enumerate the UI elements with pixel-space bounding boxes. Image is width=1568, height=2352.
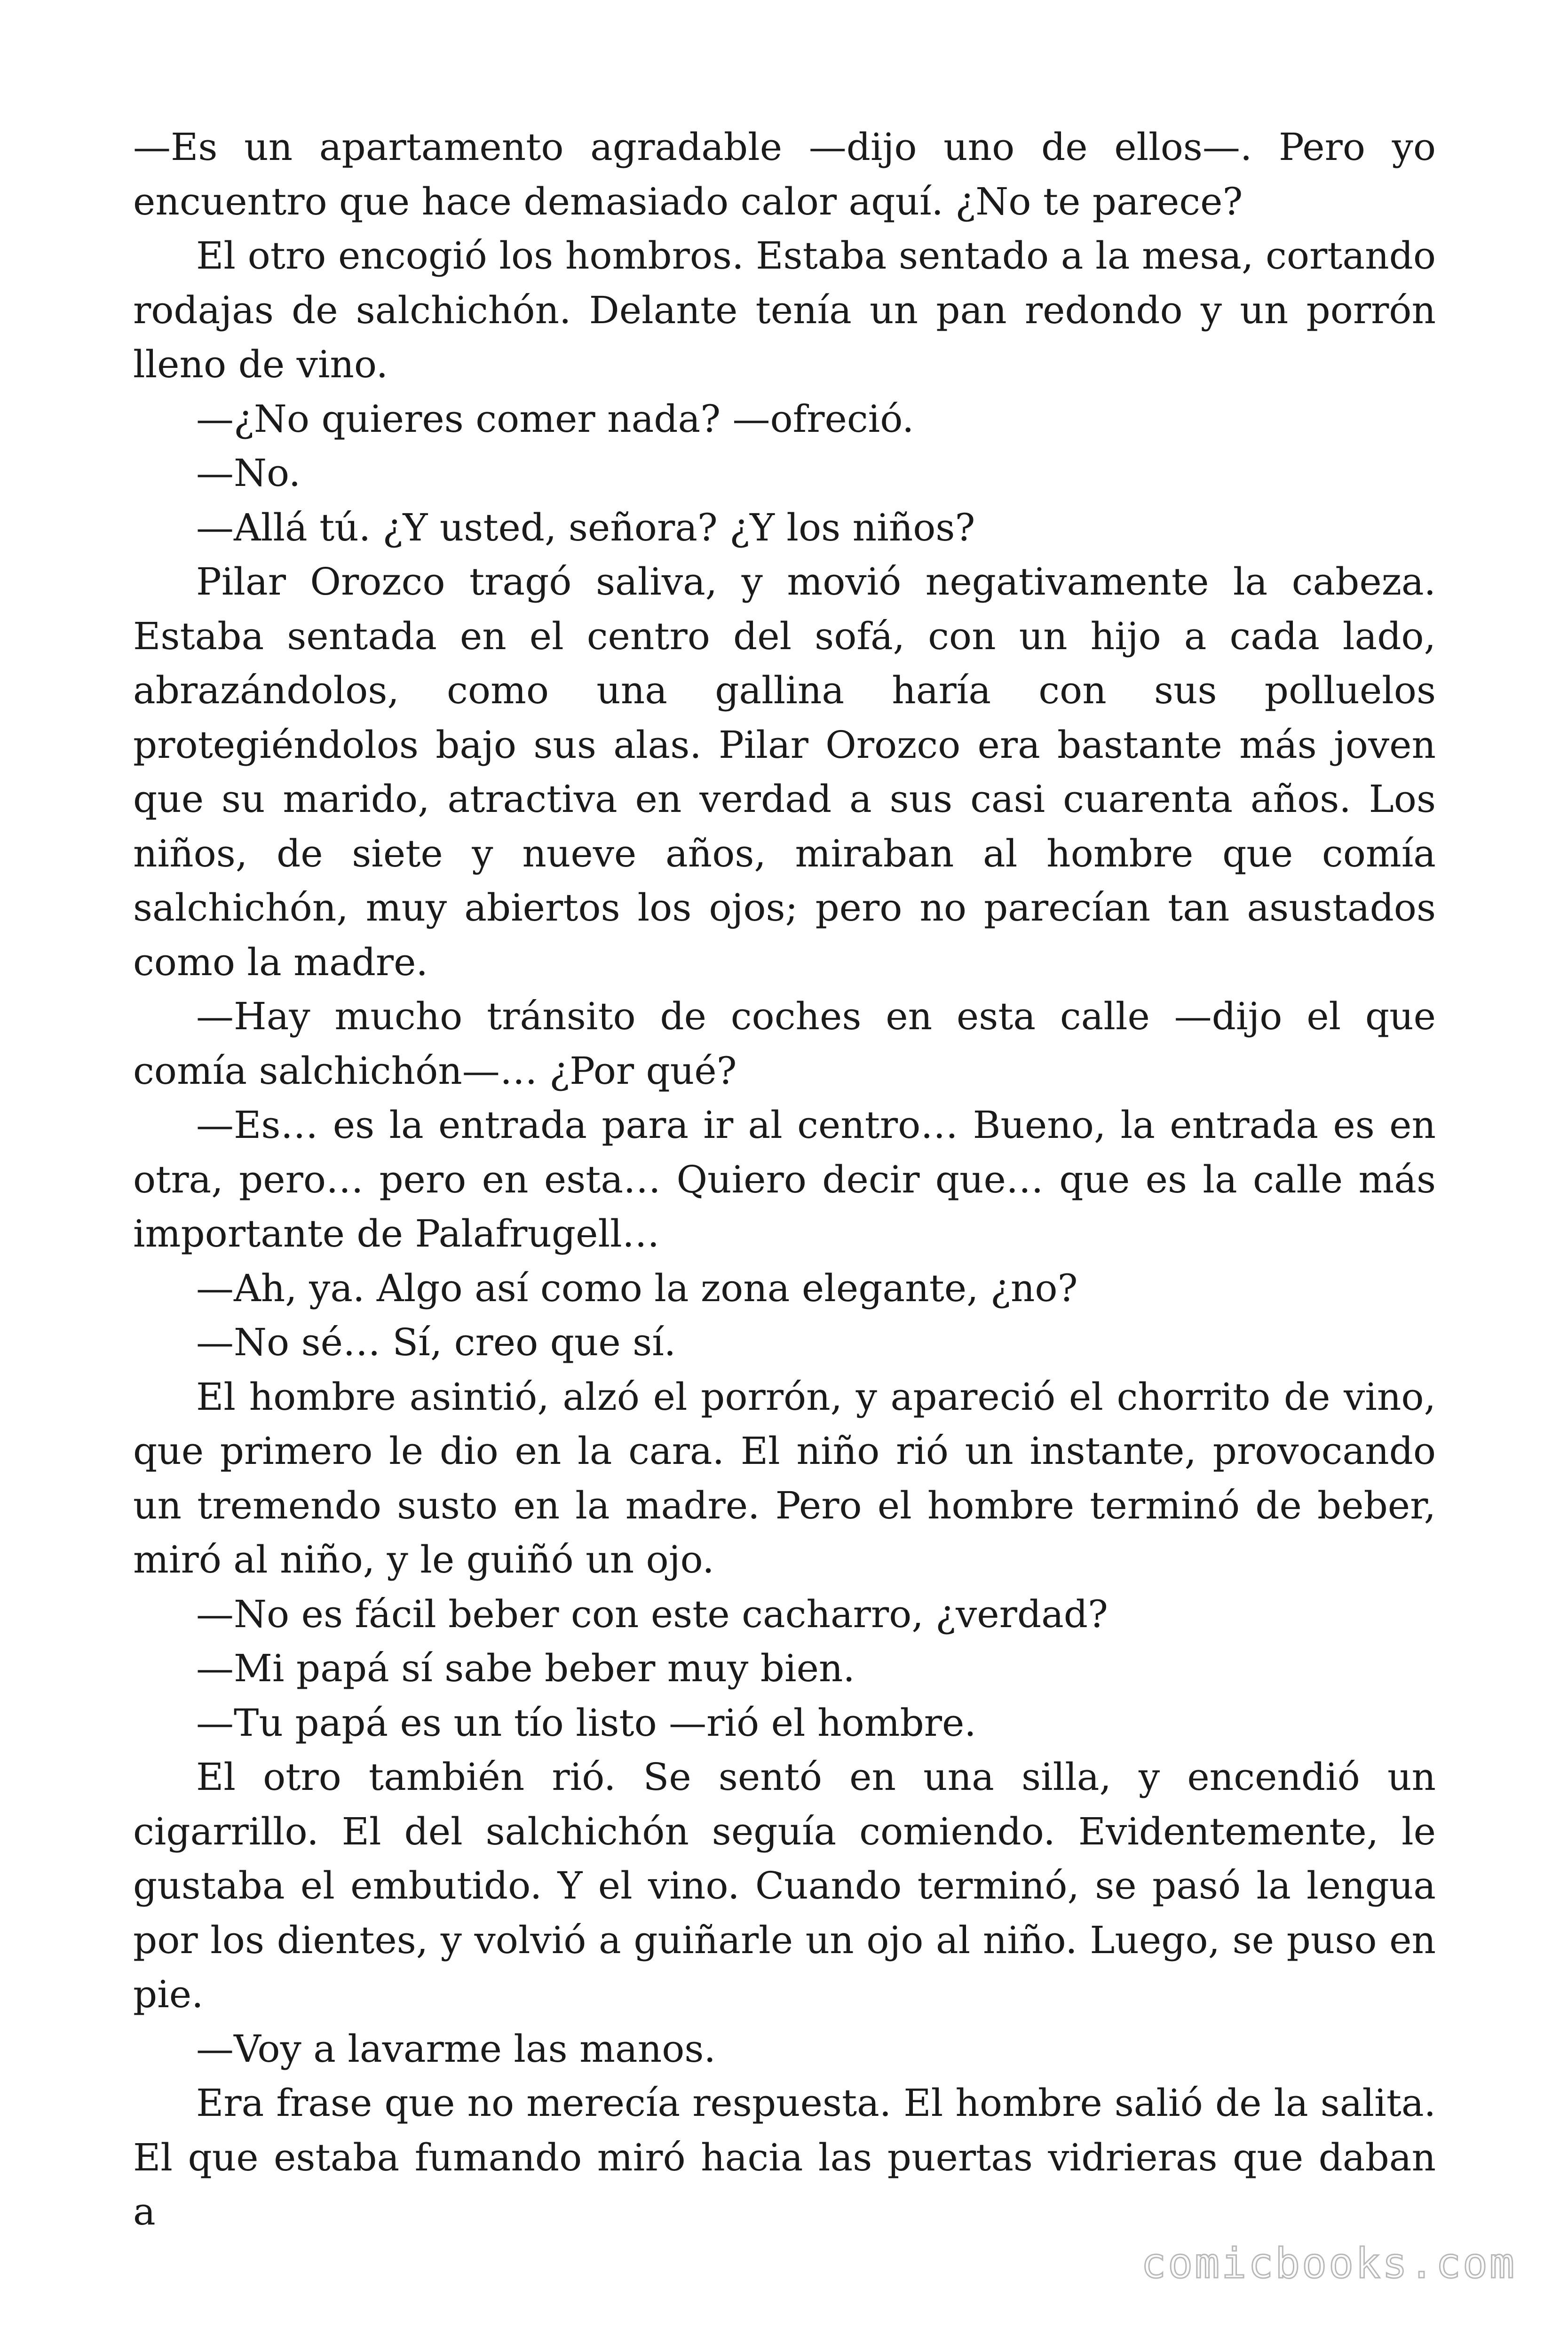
paragraph: —Es… es la entrada para ir al centro… Bueno, la entrada es en otra, pero… pero en esta… Quiero decir que… que es la calle más importante de Palafrugell… [133, 1103, 1436, 1255]
paragraph: —Hay mucho tránsito de coches en esta calle —dijo el que comía salchichón—… ¿Por qué? [133, 994, 1436, 1093]
paragraph: —No sé… Sí, creo que sí. [196, 1320, 676, 1364]
paragraph: —¿No quieres comer nada? —ofreció. [196, 397, 914, 441]
paragraph: —Es un apartamento agradable —dijo uno de ellos—. Pero yo encuentro que hace demasiado calor aquí. ¿No te parece? [133, 125, 1436, 223]
paragraph: El otro también rió. Se sentó en una silla, y encendió un cigarrillo. El del salchichón seguía comiendo. Evidentemente, le gustaba el embutido. Y el vino. Cuando terminó, se pasó la lengua por los dientes, y volvió a guiñarle un ojo al niño. Luego, se puso en pie. [133, 1755, 1436, 2016]
paragraph: —Voy a lavarme las manos. [196, 2026, 716, 2071]
paragraph: —Ah, ya. Algo así como la zona elegante, ¿no? [196, 1266, 1078, 1310]
paragraph: —No. [196, 451, 301, 495]
paragraph: —Tu papá es un tío listo —rió el hombre. [196, 1700, 976, 1745]
paragraph: Era frase que no merecía respuesta. El hombre salió de la salita. El que estaba fumando miró hacia las puertas vidrieras que daban a [133, 2081, 1436, 2233]
paragraph: —No es fácil beber con este cacharro, ¿verdad? [196, 1592, 1108, 1636]
paragraph: El hombre asintió, alzó el porrón, y apareció el chorrito de vino, que primero le dio en la cara. El niño rió un instante, provocando un tremendo susto en la madre. Pero el hombre terminó de beber, miró al niño, y le guiñó un ojo. [133, 1375, 1436, 1581]
body-text [133, 120, 1436, 2239]
paragraph: —Mi papá sí sabe beber muy bien. [196, 1646, 855, 1690]
paragraph: —Allá tú. ¿Y usted, señora? ¿Y los niños? [196, 505, 975, 549]
paragraph: Pilar Orozco tragó saliva, y movió negativamente la cabeza. Estaba sentada en el centro del sofá, con un hijo a cada lado, abrazándolos, como una gallina haría con sus polluelos protegiéndolos bajo sus alas. Pilar Orozco era bastante más joven que su marido, atractiva en verdad a sus casi cuarenta años. Los niños, de siete y nueve años, miraban al hombre que comía salchichón, muy abiertos los ojos; pero no parecían tan asustados como la madre. [133, 560, 1436, 984]
watermark: comicbooks.com [1141, 2239, 1516, 2288]
paragraph: El otro encogió los hombros. Estaba sentado a la mesa, cortando rodajas de salchichón. Delante tenía un pan redondo y un porrón lleno de vino. [133, 234, 1436, 386]
